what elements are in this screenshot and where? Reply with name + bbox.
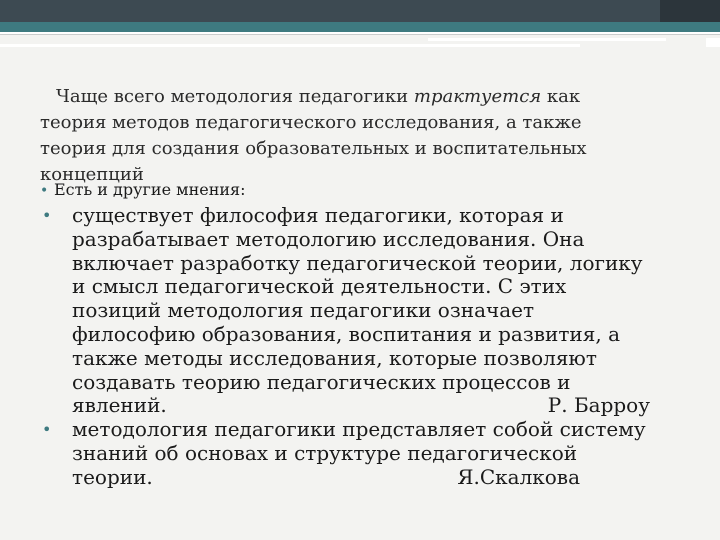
list-line-signed [72,466,690,490]
opinion-list [40,204,690,490]
list-item-body [72,418,690,489]
decor-segment [0,44,580,47]
intro-text: Чаще всего методология педагогики [56,86,414,107]
bullet-icon: • [42,420,52,440]
bullet-icon: • [40,183,49,199]
list-item-body [72,204,690,418]
list-item [40,418,690,489]
header-bar-right [660,0,720,22]
divider-line-thin [0,34,720,35]
intro-line-2: теория методов педагогического исследования, а также [40,112,582,133]
lead-bullet-text: Есть и другие мнения: [54,180,246,199]
intro-paragraph [40,84,680,188]
list-item [40,204,690,418]
bullet-icon: • [42,206,52,225]
header-bar [0,0,720,22]
list-line: существует философия педагогики, которая и [72,203,564,227]
list-line: создавать теорию педагогических процессов и [72,369,571,394]
list-line: позиций методология педагогики означает [72,298,535,323]
list-line: и смысл педагогической деятельности. С этих [72,274,567,299]
list-line: теории. [72,464,153,489]
accent-stripe [0,22,720,32]
list-line: включает разработку педагогической теории, логику [72,250,643,275]
decor-segment [428,38,666,41]
intro-line-3: теория для создания образовательных и воспитательных [40,138,587,159]
intro-italic-term: трактуется [413,86,542,107]
list-line: разрабатывает методологию исследования. Она [72,226,585,251]
list-line: знаний об основах и структуре педагогической [72,440,578,465]
list-line: также методы исследования, которые позволяют [72,345,597,370]
author-name: Р. Барроу [547,393,650,418]
list-line: явлений. [72,393,167,418]
lead-bullet [40,180,680,201]
intro-text: как [541,86,581,107]
intro-line-1 [40,84,680,110]
decor-segment [706,38,720,47]
intro-line-4: концепций [40,164,144,185]
list-line-signed [72,394,690,418]
list-line: философию образования, воспитания и развития, а [72,321,621,346]
author-name: Я.Скалкова [457,464,580,489]
list-line: методология педагогики представляет собой систему [72,417,646,442]
